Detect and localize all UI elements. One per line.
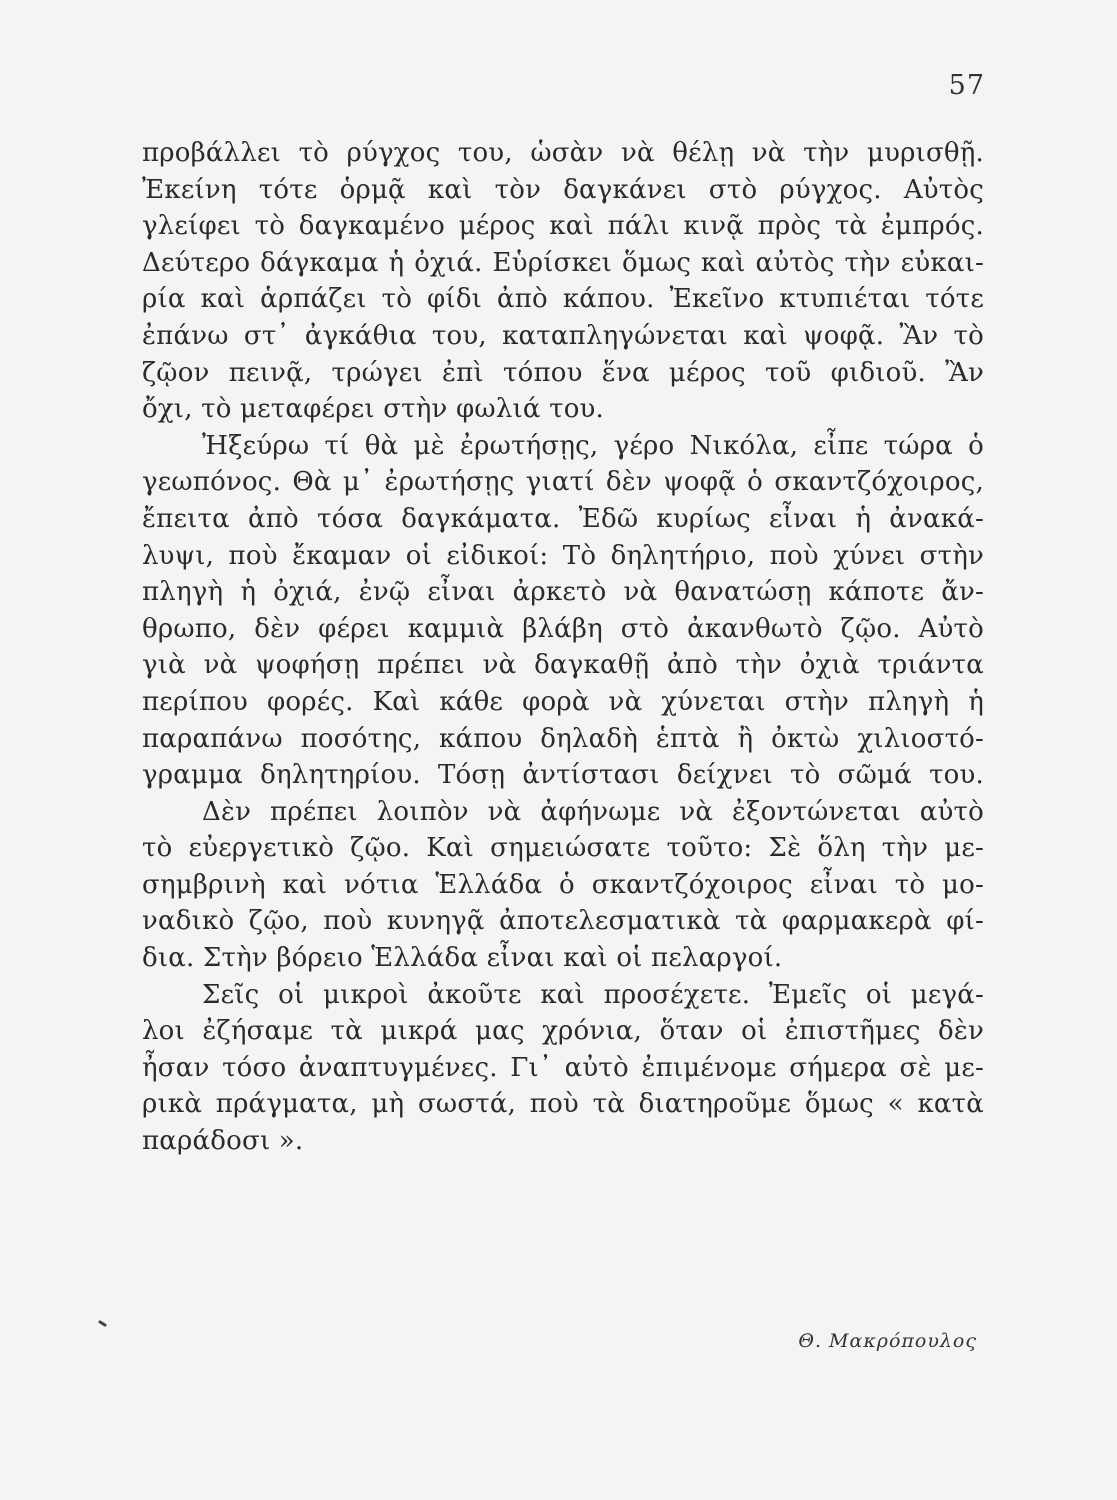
text-line: λυψι, ποὺ ἔκαμαν οἱ εἰδικοί: Τὸ δηλητήριο, ποὺ χύνει στὴν [142, 540, 984, 571]
text-line: ρικὰ πράγματα, μὴ σωστά, ποὺ τὰ διατηροῦμε ὅμως « κατὰ [142, 1089, 984, 1120]
text-line: λοι ἐζήσαμε τὰ μικρά μας χρόνια, ὅταν οἱ ἐπιστῆμες δὲν [142, 1016, 984, 1047]
paragraph-1 [142, 135, 984, 428]
text-line: ἐπάνω στ᾿ ἀγκάθια του, καταπληγώνεται καὶ ψοφᾷ. Ἂν τὸ [142, 320, 984, 351]
article-body [142, 135, 984, 1160]
text-line: Δεύτερο δάγκαμα ἡ ὀχιά. Εὑρίσκει ὅμως καὶ αὐτὸς τὴν εὐκαι- [142, 247, 984, 278]
text-line: Ἠξεύρω τί θὰ μὲ ἐρωτήσῃς, γέρο Νικόλα, εἶπε τώρα ὁ [202, 430, 984, 461]
paragraph-2 [142, 428, 984, 794]
text-line: Ἐκείνη τότε ὁρμᾷ καὶ τὸν δαγκάνει στὸ ρύγχος. Αὐτὸς [142, 174, 984, 205]
text-line: δια. Στὴν βόρειο Ἑλλάδα εἶναι καὶ οἱ πελαργοί. [142, 943, 783, 974]
text-line: περίπου φορές. Καὶ κάθε φορὰ νὰ χύνεται στὴν πληγὴ ἡ [142, 686, 984, 717]
text-line: ἔπειτα ἀπὸ τόσα δαγκάματα. Ἐδῶ κυρίως εἶναι ἡ ἀνακά- [142, 503, 984, 534]
text-line: παραπάνω ποσότης, κάπου δηλαδὴ ἑπτὰ ἢ ὀκτὼ χιλιοστό- [142, 723, 984, 754]
ink-speck [98, 1320, 107, 1327]
text-line: παράδοσι ». [142, 1126, 304, 1157]
text-line: ἦσαν τόσο ἀναπτυγμένες. Γι᾿ αὐτὸ ἐπιμένομε σήμερα σὲ με- [142, 1052, 984, 1083]
text-line: πληγὴ ἡ ὀχιά, ἐνῷ εἶναι ἀρκετὸ νὰ θανατώσῃ κάποτε ἄν- [142, 577, 984, 608]
text-line: θρωπο, δὲν φέρει καμμιὰ βλάβη στὸ ἀκανθωτὸ ζῷο. Αὐτὸ [142, 613, 984, 644]
text-line: γραμμα δηλητηρίου. Τόσῃ ἀντίστασι δείχνει τὸ σῶμά του. [142, 760, 984, 791]
paragraph-3 [142, 794, 984, 977]
text-line: ζῷον πεινᾷ, τρώγει ἐπὶ τόπου ἕνα μέρος τοῦ φιδιοῦ. Ἂν [142, 357, 984, 388]
text-line: γιὰ νὰ ψοφήσῃ πρέπει νὰ δαγκαθῇ ἀπὸ τὴν ὀχιὰ τριάντα [142, 650, 984, 681]
text-line: Σεῖς οἱ μικροὶ ἀκοῦτε καὶ προσέχετε. Ἐμεῖς οἱ μεγά- [202, 979, 984, 1010]
author-signature: Θ. Μακρόπουλος [798, 1330, 977, 1352]
text-line: Δὲν πρέπει λοιπὸν νὰ ἀφήνωμε νὰ ἐξοντώνεται αὐτὸ [202, 796, 984, 827]
text-line: προβάλλει τὸ ρύγχος του, ὡσὰν νὰ θέλῃ νὰ τὴν μυρισθῇ. [142, 138, 984, 168]
text-line: γεωπόνος. Θὰ μ᾿ ἐρωτήσῃς γιατί δὲν ψοφᾷ ὁ σκαντζόχοιρος, [142, 467, 984, 498]
page-number: 57 [948, 70, 985, 101]
paragraph-4 [142, 977, 984, 1160]
text-line: ὄχι, τὸ μεταφέρει στὴν φωλιά του. [142, 394, 605, 425]
text-line: ναδικὸ ζῷο, ποὺ κυνηγᾷ ἀποτελεσματικὰ τὰ φαρμακερὰ φί- [142, 906, 984, 937]
text-line: ρία καὶ ἁρπάζει τὸ φίδι ἀπὸ κάπου. Ἐκεῖνο κτυπιέται τότε [142, 284, 984, 315]
text-line: γλείφει τὸ δαγκαμένο μέρος καὶ πάλι κινᾷ πρὸς τὰ ἐμπρός. [142, 211, 984, 242]
text-line: τὸ εὐεργετικὸ ζῷο. Καὶ σημειώσατε τοῦτο: Σὲ ὅλη τὴν με- [142, 833, 984, 864]
text-line: σημβρινὴ καὶ νότια Ἑλλάδα ὁ σκαντζόχοιρος εἶναι τὸ μο- [142, 869, 984, 900]
